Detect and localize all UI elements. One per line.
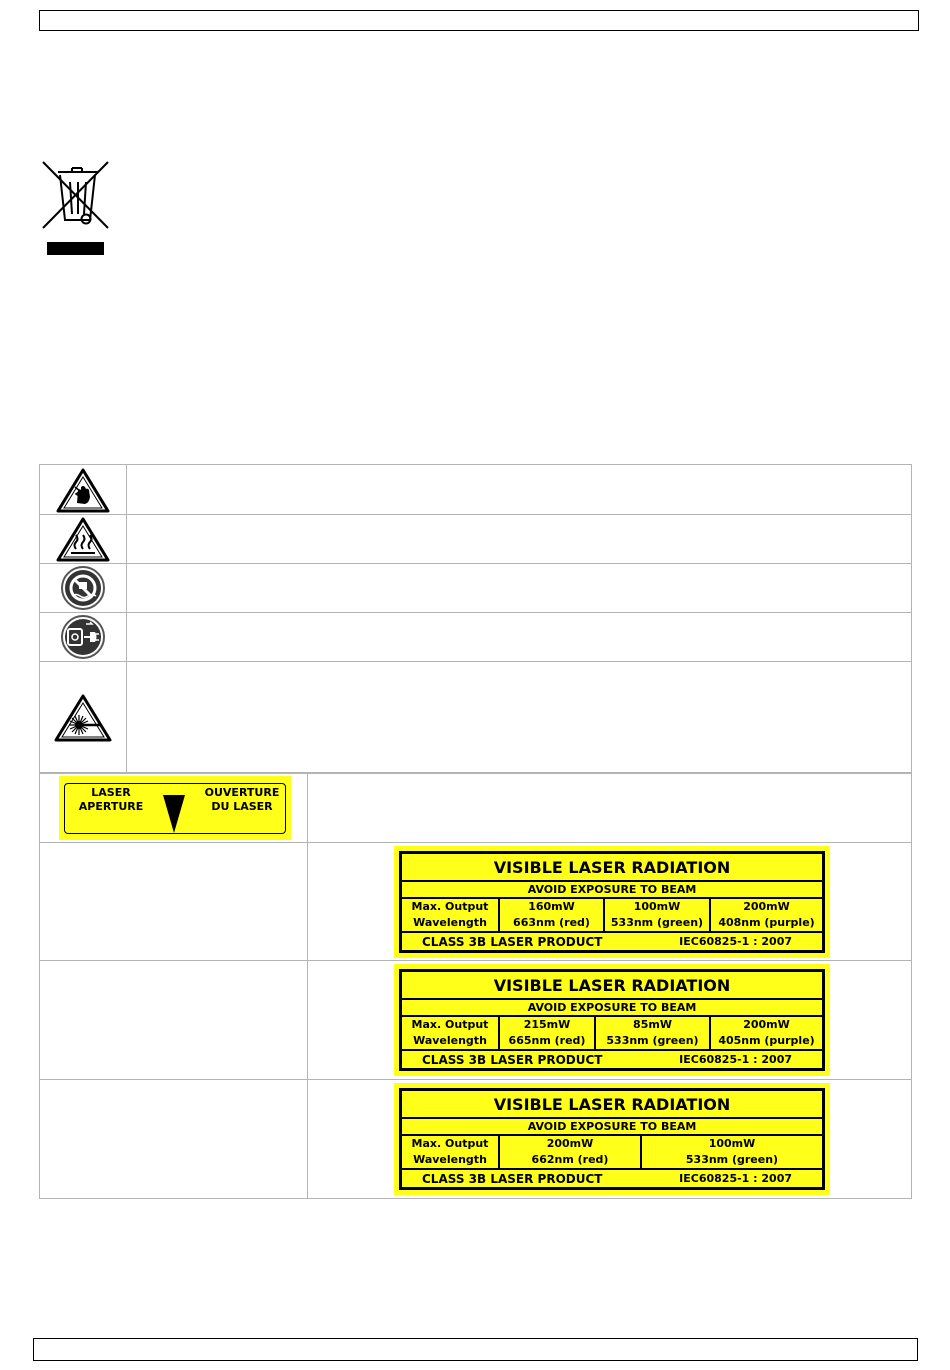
laser-aperture-label [59, 776, 291, 840]
aperture-arrow-icon [163, 795, 185, 833]
label-product-class: CLASS 3B LASER PRODUCT [422, 1171, 603, 1186]
laser-warning-label: VISIBLE LASER RADIATION AVOID EXPOSURE TO BEAM Max. Output Wavelength 215mW 665nm (red) 85mW 533nm (green) 200mW 405nm (purple) CLASS 3B LASER PRODUCT IEC60825-1 : 2007 [394, 964, 830, 1076]
unplug-device-icon [40, 613, 127, 661]
hot-surface-warning-icon [40, 515, 127, 563]
safety-symbols-table [39, 464, 912, 774]
label-standard: IEC60825-1 : 2007 [679, 935, 792, 948]
safety-row-hot [40, 514, 911, 563]
safety-row-water [40, 563, 911, 612]
label-subtitle: AVOID EXPOSURE TO BEAM [402, 1119, 822, 1136]
label-subtitle: AVOID EXPOSURE TO BEAM [402, 882, 822, 899]
label-subtitle: AVOID EXPOSURE TO BEAM [402, 1000, 822, 1017]
weee-crossed-bin-icon [40, 158, 112, 258]
warning-label-row-3 [40, 1079, 911, 1198]
label-product-class: CLASS 3B LASER PRODUCT [422, 1052, 603, 1067]
laser-warning-icon [40, 662, 127, 773]
aperture-text-fr: OUVERTURE DU LASER [204, 786, 280, 813]
label-title: VISIBLE LASER RADIATION [402, 972, 822, 1000]
laser-warning-label: VISIBLE LASER RADIATION AVOID EXPOSURE TO BEAM Max. Output Wavelength 200mW 662nm (red) 100mW 533nm (green) CLASS 3B LASER PRODUCT IEC60825-1 : 2007 [394, 1083, 830, 1195]
laser-labels-table [39, 772, 912, 1199]
aperture-text-en: LASER APERTURE [78, 786, 144, 813]
warning-label-row-2 [40, 960, 911, 1079]
label-standard: IEC60825-1 : 2007 [679, 1053, 792, 1066]
label-title: VISIBLE LASER RADIATION [402, 1091, 822, 1119]
laser-warning-label: VISIBLE LASER RADIATION AVOID EXPOSURE TO BEAM Max. Output Wavelength 160mW 663nm (red) 100mW 533nm (green) 200mW 408nm (purple) CLASS 3B LASER PRODUCT IEC60825-1 : 2007 [394, 846, 830, 958]
safety-row-shock [40, 465, 911, 514]
label-title: VISIBLE LASER RADIATION [402, 854, 822, 882]
electric-shock-warning-icon [40, 465, 127, 514]
footer-box [33, 1338, 918, 1361]
label-product-class: CLASS 3B LASER PRODUCT [422, 934, 603, 949]
safety-row-laser [40, 661, 911, 773]
safety-row-unplug [40, 612, 911, 661]
no-water-contact-icon [40, 564, 127, 612]
warning-label-row-1 [40, 842, 911, 960]
label-standard: IEC60825-1 : 2007 [679, 1172, 792, 1185]
header-box [39, 10, 919, 31]
aperture-row [40, 772, 911, 842]
